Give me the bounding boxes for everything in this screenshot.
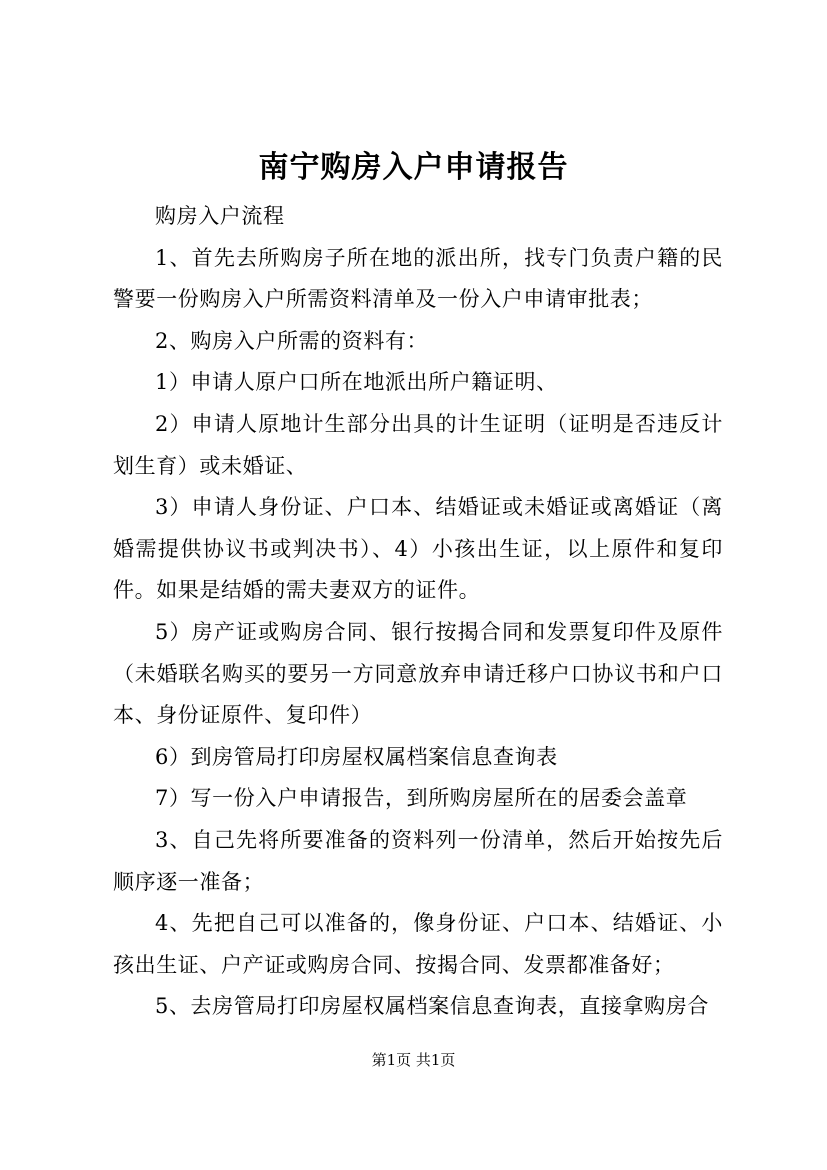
document-body <box>113 196 723 1028</box>
paragraph-item-6: 6）到房管局打印房屋权属档案信息查询表 <box>155 744 558 769</box>
paragraph-process-heading: 购房入户流程 <box>155 204 285 228</box>
paragraph-item-7: 7）写一份入户申请报告，到所购房屋所在的居委会盖章 <box>155 786 688 811</box>
paragraph-step-4: 4、先把自己可以准备的，像身份证、户口本、结婚证、小孩出生证、户产证或购房合同、按揭合同、发票都准备好； <box>113 911 723 977</box>
paragraph-item-2: 2）申请人原地计生部分出具的计生证明（证明是否违反计划生育）或未婚证、 <box>113 411 723 478</box>
paragraph-item-3-4: 3）申请人身份证、户口本、结婚证或未婚证或离婚证（离婚需提供协议书或判决书）、4）小孩出生证，以上原件和复印件。如果是结婚的需夫妻双方的证件。 <box>113 495 723 603</box>
paragraph-item-1: 1）申请人原户口所在地派出所户籍证明、 <box>155 370 558 395</box>
paragraph-item-5: 5）房产证或购房合同、银行按揭合同和发票复印件及原件（未婚联名购买的要另一方同意放弃申请迁移户口协议书和户口本、身份证原件、复印件） <box>113 619 723 728</box>
page-number-footer: 第1页 共1页 <box>371 1051 456 1069</box>
paragraph-step-3: 3、自己先将所要准备的资料列一份清单，然后开始按先后顺序逐一准备； <box>113 827 723 894</box>
document-title: 南宁购房入户申请报告 <box>258 150 569 185</box>
paragraph-step-2: 2、购房入户所需的资料有： <box>155 328 429 353</box>
paragraph-step-1: 1、首先去所购房子所在地的派出所，找专门负责户籍的民警要一份购房入户所需资料清单及一份入户申请审批表； <box>113 245 723 312</box>
paragraph-step-5: 5、去房管局打印房屋权属档案信息查询表，直接拿购房合 <box>155 994 709 1019</box>
